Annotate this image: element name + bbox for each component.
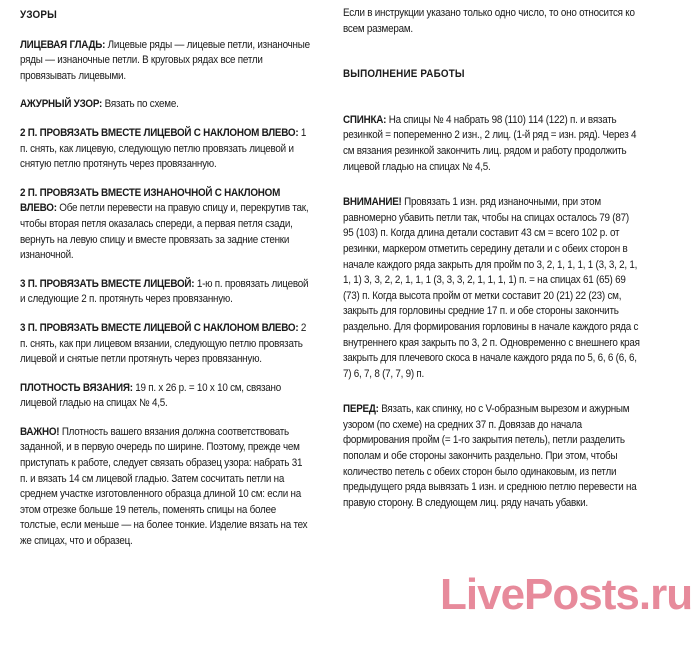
paragraph-back <box>343 113 642 175</box>
paragraph-stockinette <box>20 38 311 85</box>
section-title-instructions: ВЫПОЛНЕНИЕ РАБОТЫ <box>343 68 465 81</box>
label-attention: ВНИМАНИЕ! <box>343 196 402 209</box>
text-front: Вязать, как спинку, но с V-образным вырезом и ажурным узором (по схеме) на средних 37 п. Довязав до начала формирования пройм (= 1-го закрытия петель), петли разделить пополам и обе стороны закончить раздельно. При этом, чтобы количество петель с обеих сторон было одинаковым, из петли предыдущего ряда вывязать 1 изн. и среднюю петлю перевести на правую сторону. В следующем лиц. ряду начать убавки. <box>343 403 637 509</box>
right-text <box>343 6 642 511</box>
left-text <box>20 8 311 550</box>
text-gauge: 19 п. х 26 р. = 10 х 10 см, связано лицевой гладью на спицах № 4,5. <box>20 381 281 410</box>
label-important: ВАЖНО! <box>20 425 60 438</box>
text-attention: Провязать 1 изн. ряд изнаночными, при этом равномерно убавить петли так, чтобы на спицах осталось 79 (87) 95 (103) п. Когда длина детали составит 43 см = всего 102 р. от резинки, маркером отметить середину детали и с обеих сторон в начале каждого ряда закрыть для пройм по 3, 2, 1, 1, 1, 1 (3, 3, 2, 1, 1, 1) 3, 3, 2, 2, 1, 1, 1 (3, 3, 3, 2, 1, 1, 1, 1) п. = на спицах 61 (65) 69 (73) п. Когда высота пройм от метки составит 20 (21) 22 (23) см, закрыть для горловины средние 17 п. и обе стороны закончить раздельно. Для формирования горловины в начале каждого ряда с внутреннего края закрыть по 3, 2 п. Одновременно с внешнего края закрыть для плечевого скоса в начале каждого ряда по 5, 6, 6 (6, 6, 7) 6, 7, 8 (7, 7, 9) п. <box>343 196 640 380</box>
right-column <box>343 6 643 524</box>
label-sssk: 3 П. ПРОВЯЗАТЬ ВМЕСТЕ ЛИЦЕВОЙ С НАКЛОНОМ ВЛЕВО: <box>20 321 299 334</box>
text-k3tog: 1-ю п. провязать лицевой и следующие 2 п. протянуть через провязанную. <box>20 277 309 306</box>
intro-note: Если в инструкции указано только одно число, то оно относится ко всем размерам. <box>343 7 635 35</box>
paragraph-front <box>343 402 642 511</box>
paragraph-gauge <box>20 381 311 412</box>
text-back: На спицы № 4 набрать 98 (110) 114 (122) п. и вязать резинкой = попеременно 2 изн., 2 лиц. (1-й ряд = изн. ряд). Через 4 см вязания резинкой закончить лиц. рядом и работу продолжить лицевой гладью на спицах № 4,5. <box>343 113 637 173</box>
label-front: ПЕРЕД: <box>343 403 379 416</box>
label-lace: АЖУРНЫЙ УЗОР: <box>20 98 103 111</box>
paragraph-ssp <box>20 186 311 264</box>
label-ssp: 2 П. ПРОВЯЗАТЬ ВМЕСТЕ ИЗНАНОЧНОЙ С НАКЛОНОМ ВЛЕВО: <box>20 186 281 215</box>
paragraph-important <box>20 425 311 550</box>
paragraph-k3tog <box>20 277 311 308</box>
label-back: СПИНКА: <box>343 113 387 126</box>
paragraph-lace <box>20 97 311 113</box>
text-sssk: 2 п. снять, как при лицевом вязании, следующую петлю провязать лицевой и снятые петли протянуть через провязанную. <box>20 321 307 366</box>
section-title-patterns: УЗОРЫ <box>20 9 57 21</box>
text-lace: Вязать по схеме. <box>102 98 179 111</box>
text-important: Плотность вашего вязания должна соответствовать заданной, и в первую очередь по ширине. Поэтому, прежде чем приступать к работе, следует связать образец узора: набрать 31 п. и вязать 14 см лицевой гладью. Затем сосчитать петли на среднем участке изготовленного образца длиной 10 см: если на этом отрезке больше 19 петель, поменять спицы на более толстые, если меньше — на более тонкие. Изделие вязать на тех же спицах, что и образец. <box>20 425 308 548</box>
left-column <box>20 6 312 563</box>
paragraph-attention <box>343 195 642 382</box>
text-ssp: Обе петли перевести на правую спицу и, перекрутив так, чтобы вторая петля оказалась спереди, а первая петля сзади, вернуть на левую спицу и вместе провязать за задние стенки изнаночной. <box>20 202 309 262</box>
paragraph-sssk <box>20 321 311 368</box>
text-ssk: 1 п. снять, как лицевую, следующую петлю провязать лицевой и снятую петлю протянуть через провязанную. <box>20 126 307 171</box>
left-sections <box>20 38 311 550</box>
watermark-logo: LivePosts.ru <box>440 570 692 619</box>
paragraph-ssk <box>20 126 311 173</box>
label-gauge: ПЛОТНОСТЬ ВЯЗАНИЯ: <box>20 381 133 394</box>
label-k3tog: 3 П. ПРОВЯЗАТЬ ВМЕСТЕ ЛИЦЕВОЙ: <box>20 277 195 290</box>
text-stockinette: Лицевые ряды — лицевые петли, изнаночные ряды — изнаночные петли. В круговых рядах все петли провязывать лицевыми. <box>20 38 310 82</box>
label-stockinette: ЛИЦЕВАЯ ГЛАДЬ: <box>20 38 106 51</box>
label-ssk: 2 П. ПРОВЯЗАТЬ ВМЕСТЕ ЛИЦЕВОЙ С НАКЛОНОМ ВЛЕВО: <box>20 126 299 139</box>
